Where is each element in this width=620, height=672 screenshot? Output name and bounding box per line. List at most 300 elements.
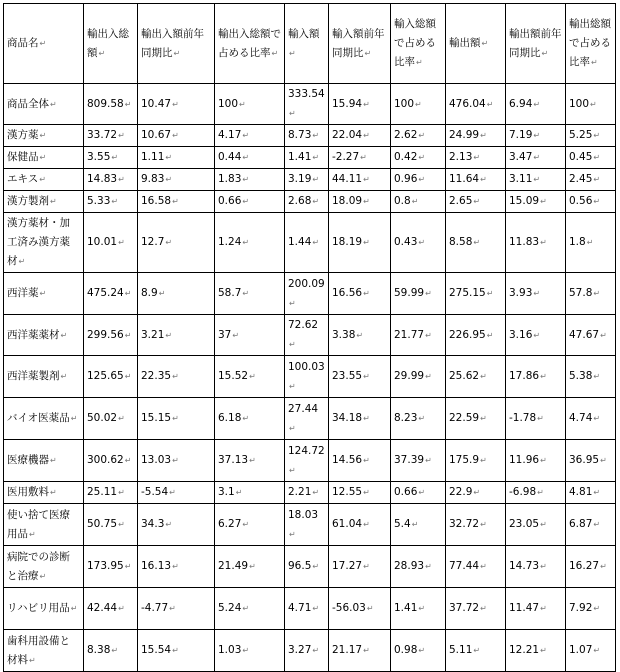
header-cell-import-value <box>285 4 329 84</box>
paragraph-mark-icon: ↵ <box>312 197 320 206</box>
cell-text: 12.7 <box>141 236 165 248</box>
cell-import-share <box>391 482 446 504</box>
cell-total-trade-share <box>215 315 285 356</box>
cell-text: 0.56 <box>569 195 593 207</box>
cell-product-name <box>4 169 84 191</box>
cell-text: リハビリ用品 <box>7 602 70 614</box>
cell-text: 0.42 <box>394 151 418 163</box>
cell-text: 漢方製剤 <box>7 195 49 207</box>
table-row <box>4 273 616 315</box>
cell-text: 輸入額 <box>288 27 320 40</box>
paragraph-mark-icon: ↵ <box>600 330 607 340</box>
cell-text: 3.47 <box>509 151 533 163</box>
cell-export-value <box>446 125 506 147</box>
cell-import-yoy <box>329 546 391 588</box>
paragraph-mark-icon: ↵ <box>411 520 419 529</box>
cell-import-value <box>285 630 329 672</box>
cell-text: 西洋薬薬材 <box>7 328 60 341</box>
cell-text: 37.13 <box>218 454 249 466</box>
paragraph-mark-icon: ↵ <box>39 175 46 184</box>
paragraph-mark-icon: ↵ <box>50 456 57 465</box>
cell-text: -1.78 <box>509 412 537 424</box>
cell-text: 1.03 <box>218 644 242 656</box>
paragraph-mark-icon: ↵ <box>39 131 47 140</box>
cell-text: 輸出総額で占める比率 <box>569 18 611 68</box>
cell-text: 輸入額前年同期比 <box>332 27 385 59</box>
cell-text: 8.73 <box>288 129 312 141</box>
cell-text: 10.67 <box>141 129 172 141</box>
cell-import-share <box>391 546 446 588</box>
cell-total-trade-yoy <box>138 440 215 482</box>
cell-text: 23.55 <box>332 370 363 382</box>
paragraph-mark-icon: ↵ <box>312 646 320 655</box>
cell-text: 西洋薬製剤 <box>7 370 60 382</box>
paragraph-mark-icon: ↵ <box>486 99 494 109</box>
cell-product-name <box>4 546 84 588</box>
paragraph-mark-icon: ↵ <box>593 372 601 381</box>
cell-text: 2.62 <box>394 129 418 141</box>
cell-text: エキス <box>7 173 39 185</box>
cell-total-trade-share <box>215 273 285 315</box>
paragraph-mark-icon: ↵ <box>540 456 547 465</box>
paragraph-mark-icon: ↵ <box>50 197 57 206</box>
cell-import-share <box>391 630 446 672</box>
cell-text: 4.17 <box>218 129 242 141</box>
cell-total-trade-yoy <box>138 504 215 546</box>
cell-export-yoy <box>506 440 566 482</box>
cell-export-value <box>446 482 506 504</box>
cell-text: 病院での診断と治療 <box>7 550 70 582</box>
paragraph-mark-icon: ↵ <box>418 646 426 655</box>
table-row <box>4 398 616 440</box>
paragraph-mark-icon: ↵ <box>533 330 541 340</box>
cell-total-trade-yoy <box>138 482 215 504</box>
cell-import-yoy <box>329 482 391 504</box>
cell-text: バイオ医薬品 <box>7 412 70 424</box>
cell-text: 3.1 <box>218 486 235 498</box>
cell-text: 25.11 <box>87 486 118 498</box>
paragraph-mark-icon: ↵ <box>480 372 487 381</box>
cell-export-yoy <box>506 191 566 213</box>
cell-product-name <box>4 440 84 482</box>
cell-text: 47.67 <box>569 328 600 341</box>
cell-text: 5.4 <box>394 518 411 530</box>
paragraph-mark-icon: ↵ <box>486 330 494 340</box>
cell-text: 15.52 <box>218 370 249 382</box>
cell-text: 34.3 <box>141 518 165 530</box>
paragraph-mark-icon: ↵ <box>249 562 256 571</box>
cell-text: 299.56 <box>87 328 124 341</box>
cell-text: 輸入総額で占める比率 <box>394 18 436 68</box>
paragraph-mark-icon: ↵ <box>533 289 541 298</box>
paragraph-mark-icon: ↵ <box>593 646 601 655</box>
cell-export-share <box>566 147 616 169</box>
cell-text: 6.18 <box>218 412 242 424</box>
cell-text: 22.9 <box>449 486 473 498</box>
cell-text: 22.59 <box>449 412 480 424</box>
paragraph-mark-icon: ↵ <box>124 330 132 340</box>
cell-product-name <box>4 398 84 440</box>
paragraph-mark-icon: ↵ <box>593 604 601 613</box>
cell-product-name <box>4 147 84 169</box>
cell-export-value <box>446 440 506 482</box>
table-row <box>4 315 616 356</box>
cell-total-trade <box>84 125 138 147</box>
cell-export-value <box>446 356 506 398</box>
paragraph-mark-icon: ↵ <box>239 99 246 109</box>
paragraph-mark-icon: ↵ <box>363 197 370 206</box>
paragraph-mark-icon: ↵ <box>593 520 601 529</box>
cell-text: 59.99 <box>394 287 425 299</box>
cell-import-value <box>285 169 329 191</box>
cell-text: 2.45 <box>569 173 593 185</box>
paragraph-mark-icon: ↵ <box>480 520 487 529</box>
cell-export-yoy <box>506 84 566 125</box>
cell-import-value <box>285 588 329 630</box>
cell-text: 1.41 <box>394 602 418 614</box>
paragraph-mark-icon: ↵ <box>118 131 125 140</box>
paragraph-mark-icon: ↵ <box>473 488 481 497</box>
trade-statistics-table <box>3 3 616 672</box>
paragraph-mark-icon: ↵ <box>540 520 547 529</box>
cell-text: 18.03 <box>288 508 319 521</box>
cell-text: -4.77 <box>141 602 169 614</box>
cell-text: 58.7 <box>218 287 242 299</box>
cell-import-yoy <box>329 315 391 356</box>
cell-import-share <box>391 147 446 169</box>
paragraph-mark-icon: ↵ <box>411 197 419 206</box>
cell-total-trade <box>84 147 138 169</box>
paragraph-mark-icon: ↵ <box>172 372 179 381</box>
paragraph-mark-icon: ↵ <box>165 153 173 162</box>
cell-import-yoy <box>329 191 391 213</box>
cell-import-yoy <box>329 213 391 273</box>
cell-text: 124.72 <box>288 444 325 457</box>
cell-text: 15.94 <box>332 97 363 110</box>
paragraph-mark-icon: ↵ <box>593 289 601 298</box>
cell-total-trade-share <box>215 147 285 169</box>
cell-export-yoy <box>506 315 566 356</box>
cell-text: 36.95 <box>569 454 600 466</box>
cell-import-share <box>391 191 446 213</box>
cell-export-yoy <box>506 169 566 191</box>
paragraph-mark-icon: ↵ <box>242 238 250 247</box>
cell-total-trade-share <box>215 440 285 482</box>
paragraph-mark-icon: ↵ <box>600 562 607 571</box>
paragraph-mark-icon: ↵ <box>363 175 370 184</box>
paragraph-mark-icon: ↵ <box>540 238 547 247</box>
paragraph-mark-icon: ↵ <box>473 197 481 206</box>
cell-total-trade-yoy <box>138 315 215 356</box>
cell-export-share <box>566 84 616 125</box>
paragraph-mark-icon: ↵ <box>242 604 250 613</box>
cell-text: 37.39 <box>394 454 425 466</box>
cell-text: 使い捨て医療用品 <box>7 508 70 540</box>
header-cell-export-value <box>446 4 506 84</box>
cell-text: 8.58 <box>449 236 473 248</box>
paragraph-mark-icon: ↵ <box>363 646 370 655</box>
paragraph-mark-icon: ↵ <box>415 99 422 109</box>
cell-text: 0.96 <box>394 173 418 185</box>
paragraph-mark-icon: ↵ <box>165 330 173 340</box>
paragraph-mark-icon: ↵ <box>540 197 547 206</box>
cell-text: 8.23 <box>394 412 418 424</box>
paragraph-mark-icon: ↵ <box>172 414 179 423</box>
cell-text: 14.83 <box>87 173 118 185</box>
table-row <box>4 213 616 273</box>
cell-export-share <box>566 125 616 147</box>
cell-import-yoy <box>329 84 391 125</box>
paragraph-mark-icon: ↵ <box>480 562 487 571</box>
cell-export-value <box>446 546 506 588</box>
paragraph-mark-icon: ↵ <box>418 414 426 423</box>
paragraph-mark-icon: ↵ <box>249 456 256 465</box>
cell-import-share <box>391 504 446 546</box>
cell-export-yoy <box>506 398 566 440</box>
table-row <box>4 125 616 147</box>
cell-text: 27.44 <box>288 402 319 415</box>
paragraph-mark-icon: ↵ <box>242 197 250 206</box>
cell-export-share <box>566 630 616 672</box>
table-row <box>4 588 616 630</box>
paragraph-mark-icon: ↵ <box>124 456 132 465</box>
cell-import-value <box>285 191 329 213</box>
cell-text: 3.21 <box>141 328 165 341</box>
cell-import-share <box>391 398 446 440</box>
cell-export-value <box>446 191 506 213</box>
cell-total-trade-share <box>215 504 285 546</box>
cell-export-share <box>566 213 616 273</box>
cell-total-trade <box>84 588 138 630</box>
cell-text: 3.38 <box>332 328 356 341</box>
cell-text: 23.05 <box>509 518 540 530</box>
paragraph-mark-icon: ↵ <box>312 488 320 497</box>
cell-import-yoy <box>329 630 391 672</box>
cell-text: 7.19 <box>509 129 533 141</box>
paragraph-mark-icon: ↵ <box>425 562 432 571</box>
table-row <box>4 482 616 504</box>
paragraph-mark-icon: ↵ <box>537 414 544 423</box>
paragraph-mark-icon: ↵ <box>242 289 250 298</box>
cell-text: 33.72 <box>87 129 118 141</box>
cell-text: 6.27 <box>218 518 242 530</box>
cell-import-value <box>285 213 329 273</box>
cell-import-share <box>391 588 446 630</box>
cell-text: 6.87 <box>569 518 593 530</box>
cell-text: 100 <box>218 97 239 110</box>
cell-text: 37.72 <box>449 602 480 614</box>
table-row <box>4 169 616 191</box>
cell-import-yoy <box>329 504 391 546</box>
cell-text: 医用敷料 <box>7 486 49 498</box>
cell-export-share <box>566 356 616 398</box>
paragraph-mark-icon: ↵ <box>249 372 256 381</box>
header-cell-total-trade <box>84 4 138 84</box>
cell-total-trade-yoy <box>138 630 215 672</box>
table-body <box>4 4 616 672</box>
cell-total-trade-share <box>215 213 285 273</box>
paragraph-mark-icon: ↵ <box>289 109 296 118</box>
cell-product-name <box>4 504 84 546</box>
cell-text: 6.94 <box>509 97 533 110</box>
cell-import-share <box>391 273 446 315</box>
cell-product-name <box>4 356 84 398</box>
paragraph-mark-icon: ↵ <box>235 488 243 497</box>
cell-total-trade-yoy <box>138 84 215 125</box>
paragraph-mark-icon: ↵ <box>50 488 57 497</box>
cell-text: 輸出額前年同期比 <box>509 27 562 59</box>
cell-total-trade <box>84 356 138 398</box>
table-row <box>4 191 616 213</box>
cell-total-trade-share <box>215 125 285 147</box>
cell-import-yoy <box>329 125 391 147</box>
cell-text: 12.55 <box>332 486 363 498</box>
paragraph-mark-icon: ↵ <box>60 372 68 381</box>
cell-text: 3.55 <box>87 151 111 163</box>
paragraph-mark-icon: ↵ <box>541 48 549 58</box>
paragraph-mark-icon: ↵ <box>533 153 541 162</box>
table-row <box>4 630 616 672</box>
cell-import-yoy <box>329 398 391 440</box>
cell-text: 100.03 <box>288 360 325 373</box>
cell-text: 0.66 <box>394 486 418 498</box>
paragraph-mark-icon: ↵ <box>232 330 240 340</box>
cell-total-trade <box>84 398 138 440</box>
paragraph-mark-icon: ↵ <box>363 488 370 497</box>
cell-export-value <box>446 84 506 125</box>
cell-text: 0.43 <box>394 236 418 248</box>
paragraph-mark-icon: ↵ <box>169 604 176 613</box>
paragraph-mark-icon: ↵ <box>356 330 364 340</box>
cell-text: 25.62 <box>449 370 480 382</box>
header-cell-total-trade-share <box>215 4 285 84</box>
paragraph-mark-icon: ↵ <box>590 99 597 109</box>
cell-text: 18.19 <box>332 236 363 248</box>
cell-export-yoy <box>506 213 566 273</box>
paragraph-mark-icon: ↵ <box>165 238 173 247</box>
cell-text: 1.24 <box>218 236 242 248</box>
cell-import-value <box>285 125 329 147</box>
cell-text: 275.15 <box>449 287 486 299</box>
cell-text: 21.17 <box>332 644 363 656</box>
paragraph-mark-icon: ↵ <box>289 298 296 308</box>
paragraph-mark-icon: ↵ <box>172 131 179 140</box>
cell-total-trade-share <box>215 482 285 504</box>
cell-total-trade-yoy <box>138 191 215 213</box>
paragraph-mark-icon: ↵ <box>540 562 547 571</box>
paragraph-mark-icon: ↵ <box>118 175 125 184</box>
paragraph-mark-icon: ↵ <box>242 520 250 529</box>
cell-total-trade-yoy <box>138 147 215 169</box>
paragraph-mark-icon: ↵ <box>111 646 119 655</box>
paragraph-mark-icon: ↵ <box>172 456 179 465</box>
cell-export-value <box>446 630 506 672</box>
paragraph-mark-icon: ↵ <box>533 175 541 184</box>
paragraph-mark-icon: ↵ <box>118 414 125 423</box>
cell-text: 44.11 <box>332 173 363 185</box>
cell-text: 10.01 <box>87 236 118 248</box>
cell-text: 商品全体 <box>7 97 49 110</box>
paragraph-mark-icon: ↵ <box>60 330 68 340</box>
cell-text: 5.24 <box>218 602 242 614</box>
cell-text: 32.72 <box>449 518 480 530</box>
cell-text: 0.44 <box>218 151 242 163</box>
paragraph-mark-icon: ↵ <box>418 604 426 613</box>
cell-export-share <box>566 440 616 482</box>
paragraph-mark-icon: ↵ <box>18 257 26 266</box>
cell-text: 475.24 <box>87 287 124 299</box>
cell-text: 50.02 <box>87 412 118 424</box>
cell-text: 173.95 <box>87 560 124 572</box>
cell-product-name <box>4 273 84 315</box>
cell-export-share <box>566 273 616 315</box>
paragraph-mark-icon: ↵ <box>118 520 125 529</box>
paragraph-mark-icon: ↵ <box>312 238 320 247</box>
cell-text: 4.81 <box>569 486 593 498</box>
paragraph-mark-icon: ↵ <box>480 414 487 423</box>
cell-text: 200.09 <box>288 277 325 290</box>
paragraph-mark-icon: ↵ <box>242 131 250 140</box>
cell-text: 18.09 <box>332 195 363 207</box>
paragraph-mark-icon: ↵ <box>242 175 250 184</box>
paragraph-mark-icon: ↵ <box>363 456 370 465</box>
paragraph-mark-icon: ↵ <box>118 604 125 613</box>
paragraph-mark-icon: ↵ <box>473 153 481 162</box>
cell-text: 2.13 <box>449 151 473 163</box>
table-row <box>4 504 616 546</box>
cell-product-name <box>4 191 84 213</box>
paragraph-mark-icon: ↵ <box>418 238 426 247</box>
paragraph-mark-icon: ↵ <box>289 381 296 391</box>
cell-import-value <box>285 315 329 356</box>
paragraph-mark-icon: ↵ <box>473 238 481 247</box>
cell-export-share <box>566 504 616 546</box>
cell-total-trade-yoy <box>138 273 215 315</box>
cell-total-trade-share <box>215 169 285 191</box>
cell-export-value <box>446 315 506 356</box>
paragraph-mark-icon: ↵ <box>586 238 594 247</box>
cell-total-trade-yoy <box>138 356 215 398</box>
cell-text: 226.95 <box>449 328 486 341</box>
paragraph-mark-icon: ↵ <box>363 562 370 571</box>
cell-text: 9.83 <box>141 173 165 185</box>
paragraph-mark-icon: ↵ <box>289 529 296 539</box>
cell-import-value <box>285 504 329 546</box>
paragraph-mark-icon: ↵ <box>425 456 432 465</box>
paragraph-mark-icon: ↵ <box>364 48 372 58</box>
cell-text: 3.27 <box>288 644 312 656</box>
cell-import-value <box>285 356 329 398</box>
cell-total-trade <box>84 273 138 315</box>
cell-export-yoy <box>506 546 566 588</box>
paragraph-mark-icon: ↵ <box>480 456 487 465</box>
paragraph-mark-icon: ↵ <box>480 604 487 613</box>
cell-text: 3.16 <box>509 328 533 341</box>
cell-export-yoy <box>506 504 566 546</box>
cell-text: 14.56 <box>332 454 363 466</box>
cell-text: 歯科用設備と材料 <box>7 634 70 666</box>
cell-text: 12.21 <box>509 644 540 656</box>
cell-total-trade-share <box>215 84 285 125</box>
cell-total-trade-yoy <box>138 398 215 440</box>
paragraph-mark-icon: ↵ <box>366 604 374 613</box>
cell-text: 輸出入総額で占める比率 <box>218 27 281 59</box>
paragraph-mark-icon: ↵ <box>124 99 132 109</box>
cell-export-yoy <box>506 125 566 147</box>
cell-import-value <box>285 273 329 315</box>
cell-text: 5.11 <box>449 644 473 656</box>
paragraph-mark-icon: ↵ <box>289 48 296 58</box>
